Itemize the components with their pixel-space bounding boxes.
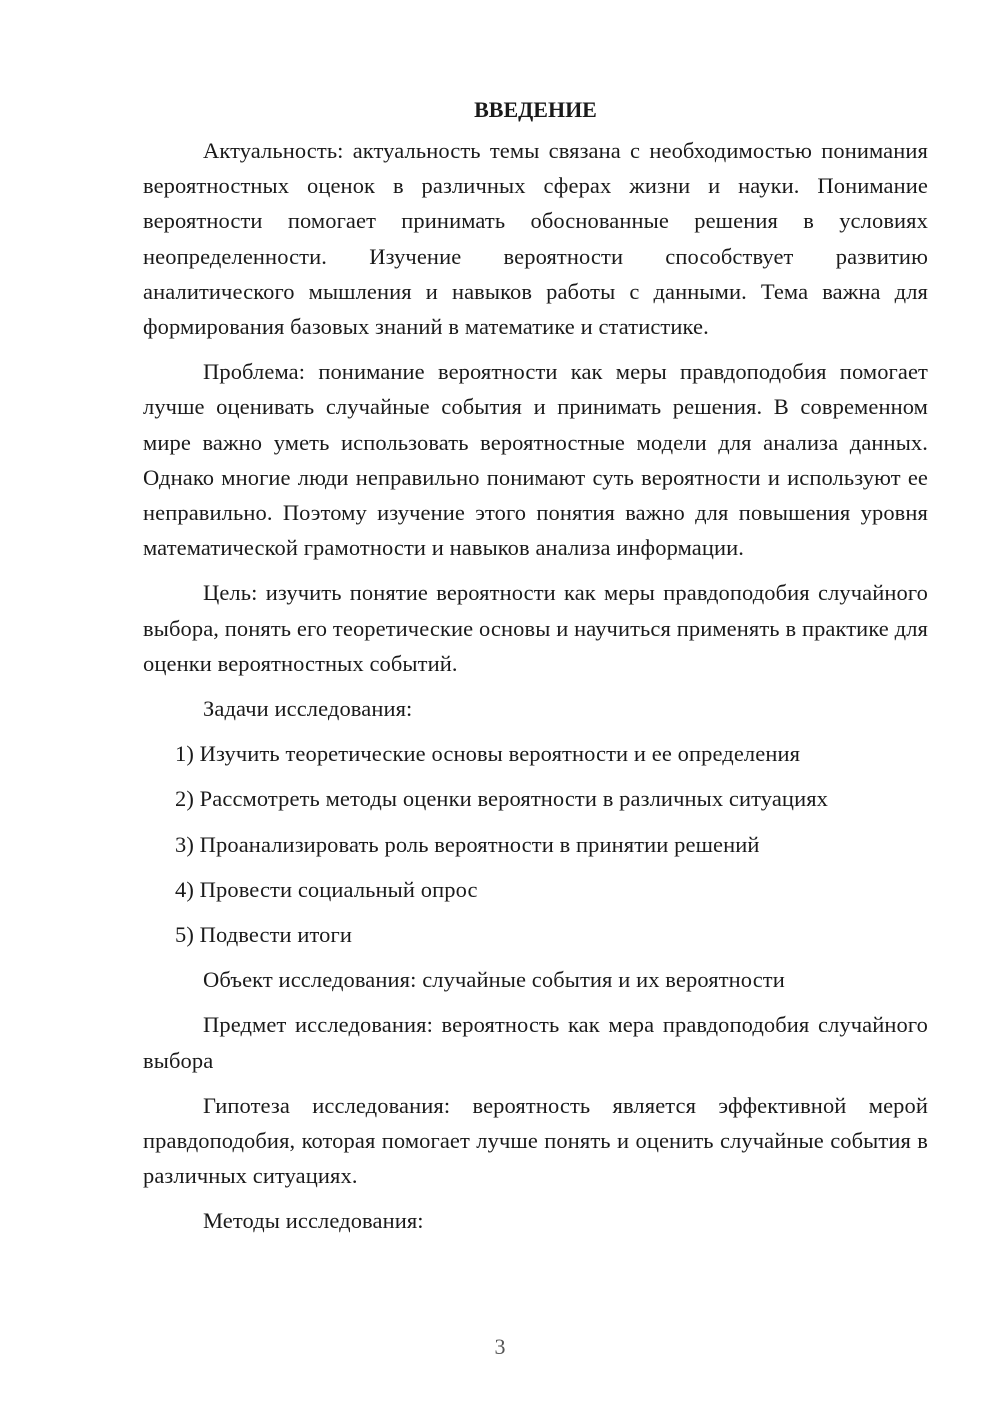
task-item-3: 3) Проанализировать роль вероятности в принятии решений bbox=[175, 831, 760, 857]
paragraph-object: Объект исследования: случайные события и их вероятности bbox=[203, 967, 785, 993]
task-item-5: 5) Подвести итоги bbox=[175, 922, 352, 948]
tasks-list bbox=[143, 736, 928, 952]
task-item-4: 4) Провести социальный опрос bbox=[175, 876, 478, 902]
page-heading: ВВЕДЕНИЕ bbox=[474, 97, 597, 122]
paragraph-problem: Проблема: понимание вероятности как меры правдоподобия помогает лучше оценивать случайные события и принимать решения. В современном мире важно уметь использовать вероятностные модели для анализа данных. Однако многие люди неправильно понимают суть вероятности и используют ее неправильно. Поэтому изучение этого понятия важно для повышения уровня математической грамотности и навыков анализа информации. bbox=[143, 359, 928, 561]
page-content bbox=[143, 92, 928, 1249]
paragraph-subject: Предмет исследования: вероятность как мера правдоподобия случайного выбора bbox=[143, 1012, 928, 1073]
paragraph-hypothesis: Гипотеза исследования: вероятность является эффективной мерой правдоподобия, которая помогает лучше понять и оценить случайные события в различных ситуациях. bbox=[143, 1092, 928, 1189]
methods-title: Методы исследования: bbox=[203, 1208, 424, 1234]
tasks-title: Задачи исследования: bbox=[203, 696, 413, 722]
paragraph-relevance: Актуальность: актуальность темы связана с необходимостью понимания вероятностных оценок в различных сферах жизни и науки. Понимание вероятности помогает принимать обоснованные решения в условиях неопределенности. Изучение вероятности способствует развитию аналитического мышления и навыков работы с данными. Тема важна для формирования базовых знаний в математике и статистике. bbox=[143, 138, 928, 340]
task-item-1: 1) Изучить теоретические основы вероятности и ее определения bbox=[175, 741, 801, 767]
paragraph-goal: Цель: изучить понятие вероятности как меры правдоподобия случайного выбора, понять его теоретические основы и научиться применять в практике для оценки вероятностных событий. bbox=[143, 580, 928, 676]
page-number: 3 bbox=[494, 1334, 506, 1359]
task-item-2: 2) Рассмотреть методы оценки вероятности в различных ситуациях bbox=[175, 786, 829, 812]
